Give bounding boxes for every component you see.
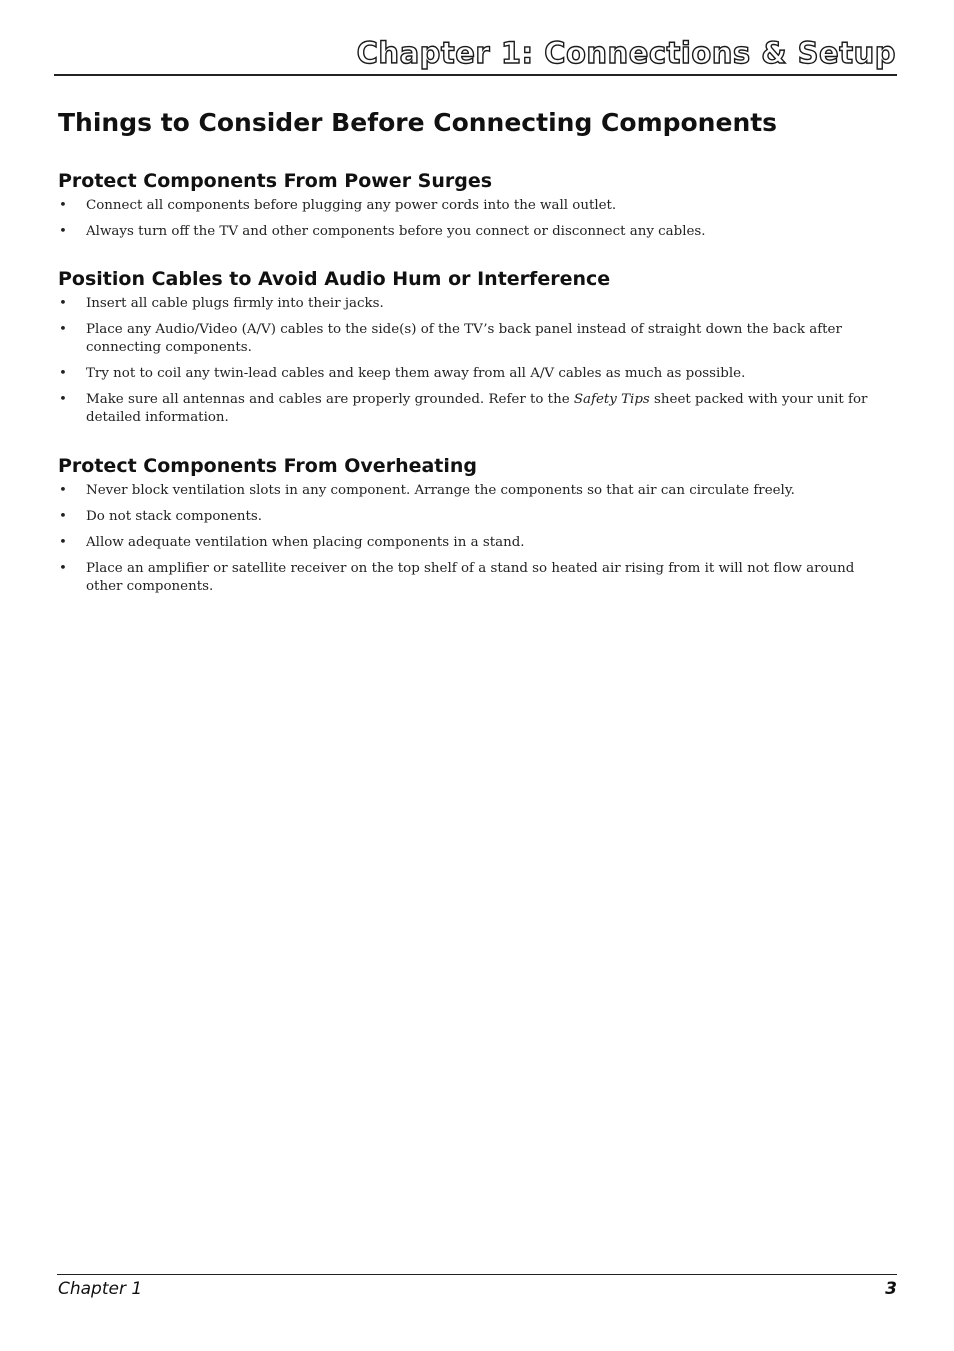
list-item-text: Insert all cable plugs firmly into their jacks. <box>86 296 384 311</box>
list-item <box>58 508 888 526</box>
list-item <box>58 321 888 357</box>
list-item <box>58 560 888 596</box>
bullet-list <box>58 482 888 596</box>
list-item <box>58 482 888 500</box>
bullet-marker: • <box>59 322 67 337</box>
list-item-text-before: Make sure all antennas and cables are properly grounded. Refer to the <box>86 392 574 407</box>
bullet-marker: • <box>59 296 67 311</box>
section-heading: Protect Components From Power Surges <box>58 170 493 192</box>
safety-tips-reference: Safety Tips <box>573 392 650 407</box>
list-item <box>58 534 888 552</box>
header-divider <box>54 74 897 76</box>
bullet-marker: • <box>59 483 67 498</box>
bullet-marker: • <box>59 509 67 524</box>
bullet-marker: • <box>59 535 67 550</box>
list-item-text: Allow adequate ventilation when placing components in a stand. <box>86 535 525 550</box>
chapter-header-title: Chapter 1: Connections & Setup <box>356 36 896 70</box>
footer-chapter-label: Chapter 1 <box>58 1279 143 1299</box>
page-title: Things to Consider Before Connecting Components <box>58 108 778 137</box>
list-item-text: Place any Audio/Video (A/V) cables to the side(s) of the TV’s back panel instead of straight down the back after connecting components. <box>86 322 842 355</box>
list-item-text: Never block ventilation slots in any component. Arrange the components so that air can circulate freely. <box>86 483 795 498</box>
list-item-text: Try not to coil any twin-lead cables and keep them away from all A/V cables as much as possible. <box>86 366 746 381</box>
list-item <box>58 223 888 241</box>
page-number: 3 <box>885 1279 897 1299</box>
list-item <box>58 197 888 215</box>
list-item-text-after: sheet packed with your unit for detailed information. <box>86 392 868 425</box>
bullet-marker: • <box>59 198 67 213</box>
bullet-marker: • <box>59 561 67 576</box>
list-item-text: Always turn off the TV and other components before you connect or disconnect any cables. <box>86 224 706 239</box>
section-heading: Protect Components From Overheating <box>58 455 478 477</box>
list-item-text: Place an amplifier or satellite receiver on the top shelf of a stand so heated air rising from it will not flow around other components. <box>86 561 855 594</box>
section-overheating <box>58 455 888 604</box>
list-item <box>58 391 888 427</box>
section-heading: Position Cables to Avoid Audio Hum or Interference <box>58 268 611 290</box>
bullet-marker: • <box>59 224 67 239</box>
list-item <box>58 295 888 313</box>
section-power-surges <box>58 170 888 249</box>
bullet-list <box>58 295 888 427</box>
footer-divider <box>57 1274 897 1275</box>
bullet-list <box>58 197 888 241</box>
list-item-text: Connect all components before plugging any power cords into the wall outlet. <box>86 198 617 213</box>
bullet-marker: • <box>59 392 67 407</box>
list-item-text: Do not stack components. <box>86 509 263 524</box>
section-cable-position <box>58 268 888 435</box>
bullet-marker: • <box>59 366 67 381</box>
list-item <box>58 365 888 383</box>
